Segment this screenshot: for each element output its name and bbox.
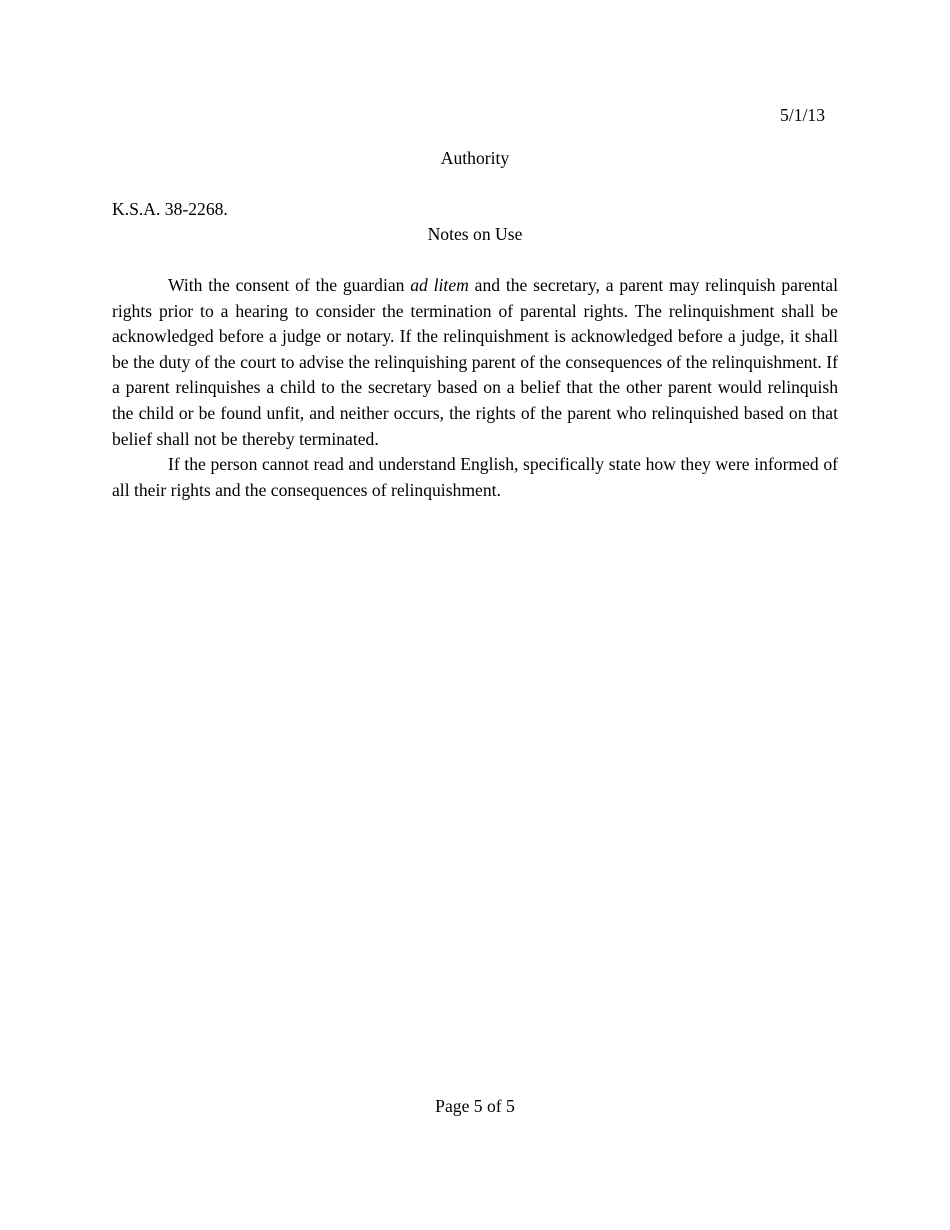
document-date: 5/1/13 <box>780 105 825 125</box>
notes-paragraph-1 <box>112 273 838 452</box>
authority-citation: K.S.A. 38-2268. <box>112 199 228 219</box>
notes-paragraph-2: If the person cannot read and understand English, specifically state how they were informed of all their rights and the consequences of relinquishment. <box>112 454 838 500</box>
authority-heading: Authority <box>440 148 510 168</box>
notes-on-use-heading: Notes on Use <box>427 224 523 244</box>
paragraph-1-text-start: With the consent of the guardian <box>168 275 411 295</box>
paragraph-1-italic-term: ad litem <box>410 275 469 295</box>
paragraph-1-text-end: and the secretary, a parent may relinquish parental rights prior to a hearing to consider the termination of parental rights. The relinquishment shall be acknowledged before a judge or notary. If the relinquishment is acknowledged before a judge, it shall be the duty of the court to advise the relinquishing parent of the consequences of the relinquishment. If a parent relinquishes a child to the secretary based on a belief that the other parent would relinquish the child or be found unfit, and neither occurs, the rights of the parent who relinquished based on that belief shall not be thereby terminated. <box>112 275 839 449</box>
page-number: Page 5 of 5 <box>435 1096 515 1116</box>
notes-on-use-body <box>112 273 838 503</box>
